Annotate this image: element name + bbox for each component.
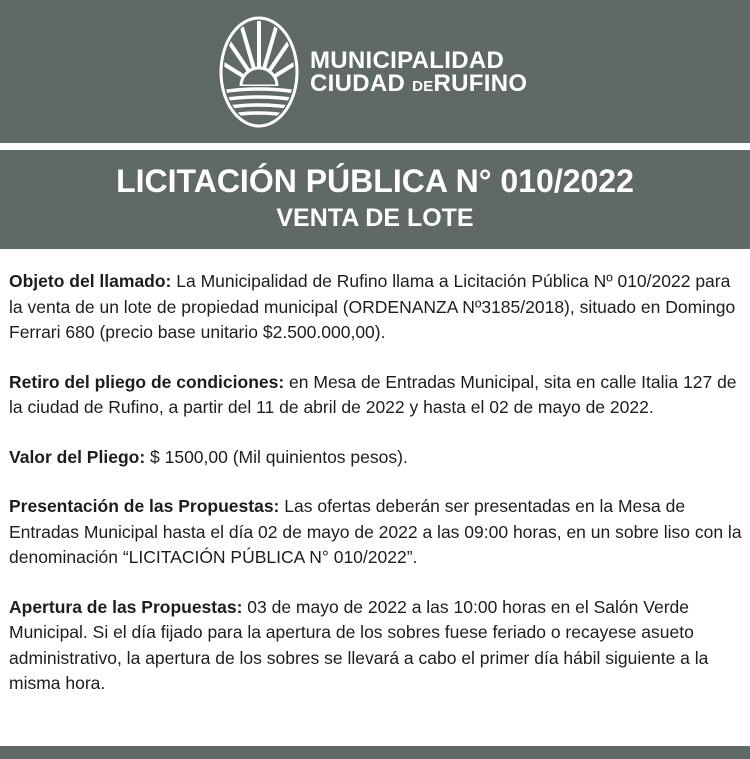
section-label: Retiro del pliego de condiciones:: [9, 371, 285, 392]
section-objeto: [9, 269, 745, 346]
separator: [0, 143, 750, 150]
section-retiro: [9, 370, 745, 421]
section-label: Presentación de las Propuestas:: [9, 496, 280, 516]
brand-line-2: [310, 72, 527, 98]
section-label: Apertura de las Propuestas:: [9, 596, 243, 617]
section-text: $ 1500,00 (Mil quinientos pesos).: [145, 446, 408, 467]
title-banner: [0, 150, 750, 249]
municipal-shield-icon: [219, 16, 299, 128]
brand-de: DE: [412, 78, 434, 95]
footer-bar: [0, 746, 750, 759]
notice-body: [9, 269, 745, 721]
section-label: Objeto del llamado:: [9, 271, 172, 291]
brand-name: [310, 49, 527, 98]
section-text: en Mesa de Entradas Municipal, sita en calle Italia 127 de la ciudad de Rufino, a partir del 11 de abril de 2022 y hasta el 02 de mayo de 2022.: [9, 371, 737, 417]
brand-rufino: RUFINO: [433, 70, 528, 97]
section-text: 03 de mayo de 2022 a las 10:00 horas en el Salón Verde Municipal. Si el día fijado para la apertura de los sobres fuese feriado o recayese asueto administrativo, la apertura de los sobres se llevará a cabo el primer día hábil siguiente a la misma hora.: [9, 596, 709, 693]
section-text: Las ofertas deberán ser presentadas en la Mesa de Entradas Municipal hasta el día 02 de mayo de 2022 a las 09:00 horas, en un sobre liso con la denominación “LICITACIÓN PÚBLICA N° 010/2022”.: [9, 496, 742, 567]
section-text: La Municipalidad de Rufino llama a Licitación Pública Nº 010/2022 para la venta de un lote de propiedad municipal (ORDENANZA Nº3185/2018), situado en Domingo Ferrari 680 (precio base unitario $2.500.000,00).: [9, 271, 736, 342]
section-apertura: [9, 595, 745, 697]
section-label: Valor del Pliego:: [9, 446, 146, 467]
brand-line-1: MUNICIPALIDAD: [310, 47, 505, 74]
section-presentacion: [9, 494, 745, 571]
page-title: LICITACIÓN PÚBLICA N° 010/2022: [116, 163, 634, 199]
page-subtitle: VENTA DE LOTE: [276, 204, 474, 232]
brand-city: CIUDAD: [310, 70, 406, 97]
header-banner: [0, 0, 750, 143]
section-valor: [9, 445, 745, 471]
